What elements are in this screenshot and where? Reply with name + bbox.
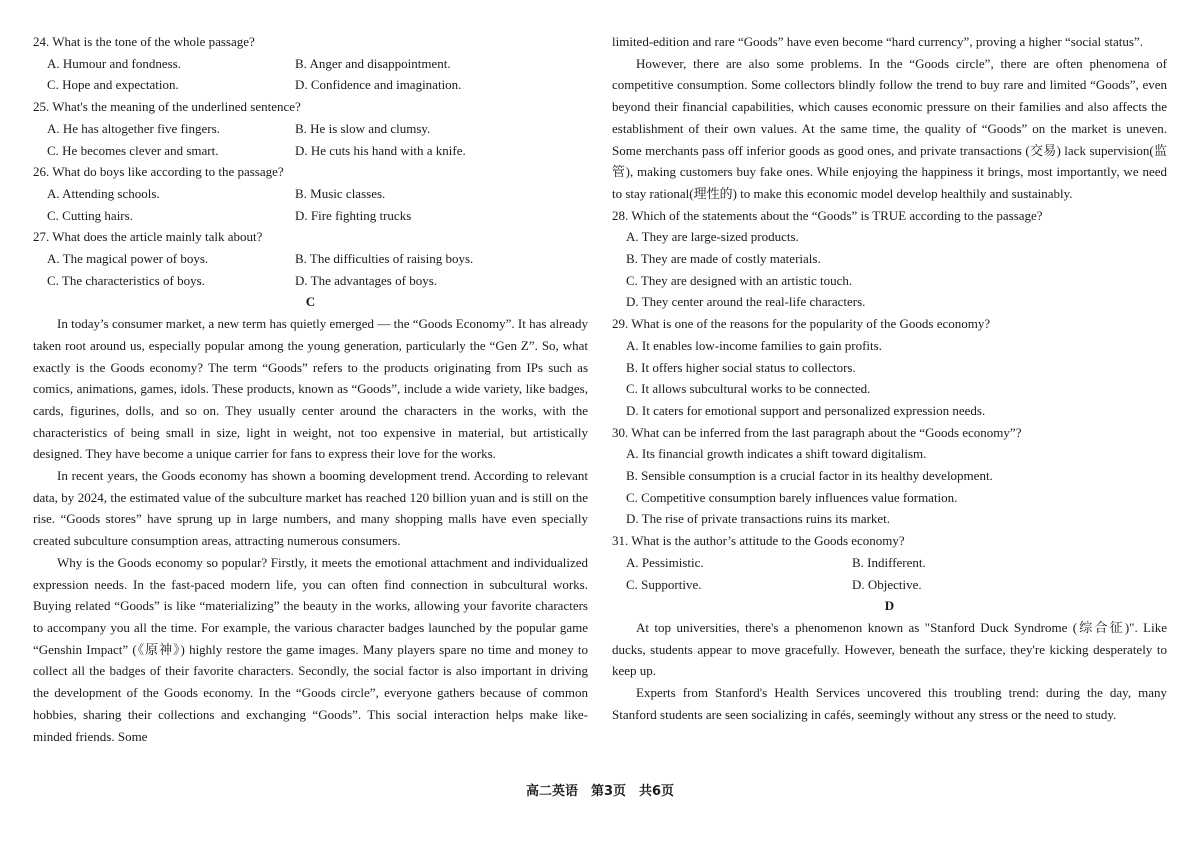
- question-25-options: [33, 118, 588, 161]
- option-27a: A. The magical power of boys.: [47, 251, 209, 267]
- option-28d: D. They center around the real-life characters.: [626, 294, 866, 310]
- option-28b: B. They are made of costly materials.: [626, 251, 821, 267]
- option-26c: C. Cutting hairs.: [47, 207, 133, 223]
- option-26d: D. Fire fighting trucks: [295, 207, 412, 223]
- option-31a: A. Pessimistic.: [626, 554, 704, 570]
- page-footer: 高二英语 第3页 共6页: [525, 784, 675, 799]
- option-27b: B. The difficulties of raising boys.: [295, 251, 474, 267]
- question-28-options: [612, 226, 1167, 313]
- passage-c-paragraph-1: In today’s consumer market, a new term has quietly emerged — the “Goods Economy”. It has already taken root around us, especially popular among the young generation, particularly the “Gen Z”. So, what exactly is the Goods economy? The term “Goods” refers to the products originating from IPs such as comics, animations, games, idols. These products, known as “Goods”, include a wide variety, like badges, cards, figurines, dolls, and so on. They usually center around the characters in the works, with the characteristics of being small in size, light in weight, not too expensive in material, but artistically designed. They have become a unique carrier for fans to express their love for the works.: [33, 316, 588, 462]
- option-25a: A. He has altogether five fingers.: [47, 120, 220, 136]
- option-28a: A. They are large-sized products.: [626, 229, 799, 245]
- section-d-heading: D: [884, 598, 895, 614]
- option-31b: B. Indifferent.: [852, 554, 926, 570]
- question-26-options: [33, 183, 588, 226]
- passage-c-paragraph-2: In recent years, the Goods economy has shown a booming development trend. According to relevant data, by 2024, the estimated value of the subculture market has reached 120 billion yuan and is still on the rise. “Goods stores” have sprung up in large numbers, and many shopping malls have even specially created subculture consumption areas, attracting numerous consumers.: [33, 468, 588, 549]
- option-27c: C. The characteristics of boys.: [47, 272, 205, 288]
- option-25c: C. He becomes clever and smart.: [47, 142, 219, 158]
- question-24-stem: 24. What is the tone of the whole passage?: [33, 34, 255, 49]
- option-27d: D. The advantages of boys.: [295, 272, 438, 288]
- option-29a: A. It enables low-income families to gain profits.: [626, 337, 882, 353]
- option-24b: B. Anger and disappointment.: [295, 55, 451, 71]
- option-26a: A. Attending schools.: [47, 185, 160, 201]
- option-24a: A. Humour and fondness.: [47, 55, 181, 71]
- option-30b: B. Sensible consumption is a crucial factor in its healthy development.: [626, 468, 993, 484]
- option-31d: D. Objective.: [852, 576, 922, 592]
- right-column: [612, 31, 1167, 726]
- option-25d: D. He cuts his hand with a knife.: [295, 142, 466, 158]
- question-24-options: [33, 53, 588, 96]
- option-29b: B. It offers higher social status to collectors.: [626, 359, 856, 375]
- option-24d: D. Confidence and imagination.: [295, 77, 462, 93]
- option-29c: C. It allows subcultural works to be connected.: [626, 381, 871, 397]
- option-26b: B. Music classes.: [295, 185, 386, 201]
- question-26-stem: 26. What do boys like according to the passage?: [33, 164, 284, 180]
- option-29d: D. It caters for emotional support and personalized expression needs.: [626, 402, 986, 418]
- option-31c: C. Supportive.: [626, 576, 702, 592]
- question-31-stem: 31. What is the author’s attitude to the Goods economy?: [612, 533, 905, 549]
- passage-c-paragraph-4: However, there are also some problems. In the “Goods circle”, there are often phenomena of competitive consumption. Some collectors blindly follow the trend to buy rare and limited “Goods”, even beyond their financial capabilities, which causes economic pressure on their families and also affects the establishment of their own values. At the same time, the quality of “Goods” on the market is uneven. Some merchants pass off inferior goods as good ones, and private transactions (交易) lack supervision(监管), making customers buy fake ones. While enjoying the happiness it brings, most importantly, we need to stay rational(理性的) to make this economic model develop healthily and sustainably.: [612, 55, 1167, 201]
- option-28c: C. They are designed with an artistic touch.: [626, 272, 853, 288]
- passage-c-continuation: limited-edition and rare “Goods” have even become “hard currency”, proving a higher “social status”.: [612, 34, 1143, 49]
- section-c-heading: C: [305, 294, 316, 310]
- question-25-stem: 25. What's the meaning of the underlined sentence?: [33, 99, 301, 115]
- question-31-options: [612, 552, 1167, 595]
- option-30c: C. Competitive consumption barely influences value formation.: [626, 489, 958, 505]
- question-29-stem: 29. What is one of the reasons for the popularity of the Goods economy?: [612, 316, 991, 332]
- option-30a: A. Its financial growth indicates a shift toward digitalism.: [626, 446, 927, 462]
- option-25b: B. He is slow and clumsy.: [295, 120, 431, 136]
- question-28-stem: 28. Which of the statements about the “Goods” is TRUE according to the passage?: [612, 207, 1043, 223]
- option-24c: C. Hope and expectation.: [47, 77, 179, 93]
- passage-c-paragraph-3: Why is the Goods economy so popular? Firstly, it meets the emotional attachment and individualized expression needs. In the fast-paced modern life, you can often find connection in subcultural works. Buying related “Goods” is like “materializing” the beauty in the works, allowing your favorite characters to accompany you all the time. For example, the various character badges launched by the popular game “Genshin Impact” (《原神》) highly restore the game images. Many players spare no time and money to collect all the badges of their favorite characters. Secondly, the social factor is also important in driving the development of the Goods economy. In the “Goods circle”, everyone gathers because of common hobbies, sharing their collections and exchanging “Goods”. This social interaction helps make like-minded friends. Some: [33, 554, 588, 744]
- question-30-stem: 30. What can be inferred from the last paragraph about the “Goods economy”?: [612, 424, 1022, 440]
- question-27-options: [33, 248, 588, 291]
- passage-d-paragraph-1: At top universities, there's a phenomenon known as "Stanford Duck Syndrome (综合征)". Like ducks, students appear to move gracefully. However, beneath the surface, they're kicking desperately to keep up.: [612, 619, 1167, 679]
- question-27-stem: 27. What does the article mainly talk about?: [33, 229, 263, 245]
- option-30d: D. The rise of private transactions ruins its market.: [626, 511, 891, 527]
- passage-d-paragraph-2: Experts from Stanford's Health Services uncovered this troubling trend: during the day, many Stanford students are seen socializing in cafés, seemingly without any stress or the need to study.: [612, 685, 1167, 722]
- left-column: [33, 31, 588, 747]
- question-29-options: [612, 335, 1167, 422]
- question-30-options: [612, 443, 1167, 530]
